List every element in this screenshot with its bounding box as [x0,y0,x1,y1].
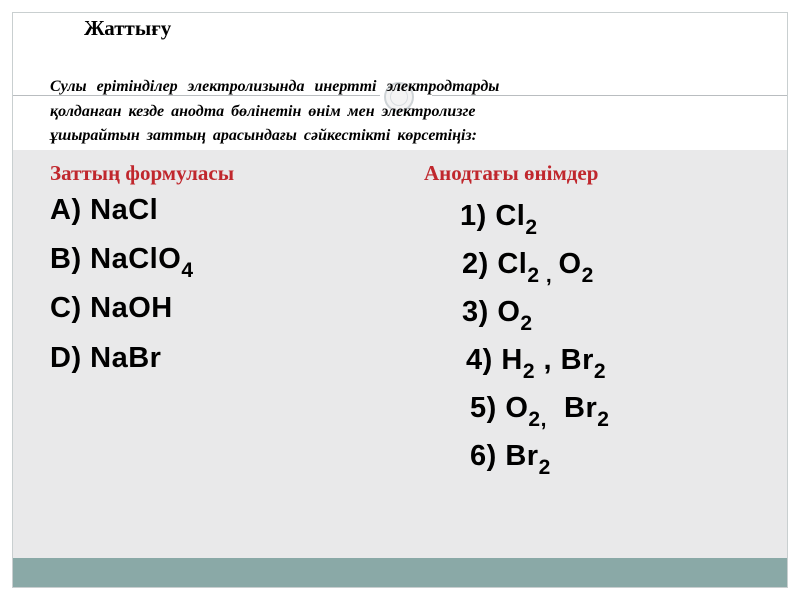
product-text: Br [505,440,539,472]
option-label: C) [50,292,82,324]
product-subscript: 2, [528,408,547,431]
product-text: H [501,344,523,376]
option-label: B) [50,243,82,275]
product-text: O [505,392,529,424]
product-text: , Br [535,344,594,376]
product-text: Cl [497,248,528,280]
product-option-1 [460,200,538,239]
formula-option-c [50,292,173,325]
slide-title: Жаттығу [84,16,172,40]
product-text: Cl [495,200,526,232]
product-text: O [497,296,521,328]
product-option-2 [462,248,594,287]
product-subscript: 2 [538,456,551,479]
product-subscript: 2 [597,408,610,431]
formula-text: NaClO [90,243,182,275]
formula-text: NaOH [90,292,173,324]
bottom-accent-bar [12,558,788,588]
instruction-line-3: ұшырайтын заттың арасындағы сәйкестікті көрсетіңіз: [50,127,477,144]
option-label: 3) [462,296,489,328]
option-label: 5) [470,392,497,424]
formula-option-d [50,342,161,375]
product-subscript: 2 [593,360,607,383]
option-label: 1) [460,200,487,232]
product-subscript: 2 [522,360,535,383]
option-label: A) [50,194,82,226]
option-label: 4) [466,344,493,376]
product-option-4 [466,344,607,383]
product-subscript: 2 [581,264,594,287]
formula-option-b [50,243,194,282]
formulas-column-header: Заттың формуласы [50,161,235,185]
option-label: D) [50,342,82,374]
product-text: O [558,248,582,280]
product-option-6 [470,440,551,479]
product-option-3 [462,296,533,335]
formula-text: NaBr [90,342,162,374]
formula-option-a [50,194,158,227]
formula-subscript: 4 [181,259,194,282]
option-label: 2) [462,248,489,280]
instruction-line-1: Сулы ерітінділер электролизында инертті электродтарды [50,78,500,95]
product-text: Br [546,392,598,424]
product-subscript: 2 , [527,264,559,287]
option-label: 6) [470,440,497,472]
product-option-5 [470,392,610,431]
product-subscript: 2 [520,312,533,335]
product-subscript: 2 [525,216,538,239]
instruction-line-2: қолданған кезде анодта бөлінетін өнім мен электролизге [50,103,476,120]
formula-text: NaCl [90,194,159,226]
products-column-header: Анодтағы өнімдер [424,161,599,185]
